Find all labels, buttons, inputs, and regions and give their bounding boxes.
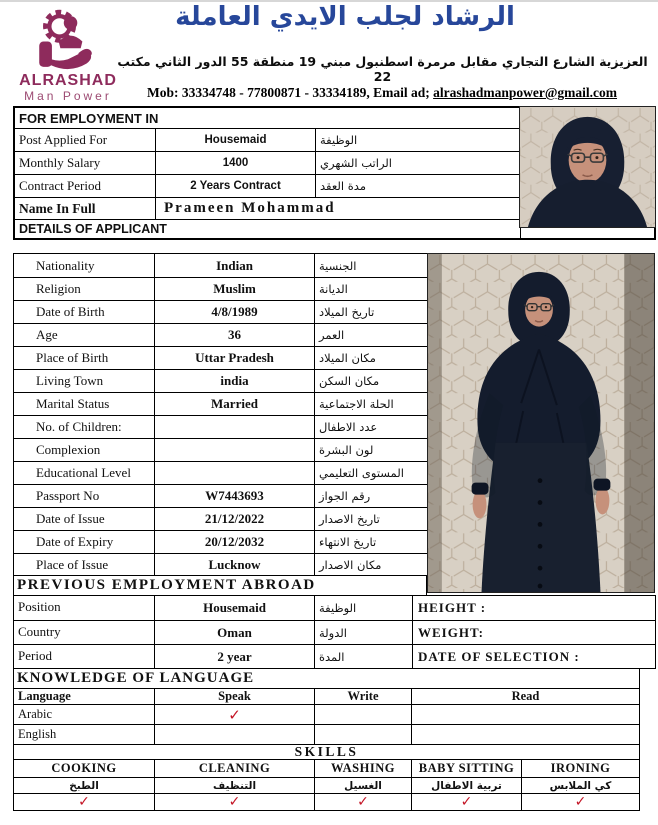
field-label-ar: الدولة <box>314 621 412 644</box>
table-row <box>14 415 436 438</box>
applicant-photo-full-length <box>427 253 655 593</box>
table-row <box>15 174 520 197</box>
field-value: Housemaid <box>154 596 314 620</box>
language-header-row <box>14 689 639 704</box>
field-label-ar: مكان السكن <box>314 370 436 392</box>
table-row <box>14 369 436 392</box>
contact-line <box>108 85 656 101</box>
column-header: Language <box>18 689 71 703</box>
skill-name-ar: الطبخ <box>69 779 99 792</box>
column-header: Read <box>411 689 639 704</box>
field-label-ar: مكان الاصدار <box>314 554 436 576</box>
previous-employment-rows <box>14 596 412 668</box>
field-value: 2 Years Contract <box>155 175 315 197</box>
field-label: Post Applied For <box>19 132 108 147</box>
check-mark: ✓ <box>521 794 639 810</box>
section-title-employment: FOR EMPLOYMENT IN <box>19 110 159 126</box>
skill-name: CLEANING <box>154 760 314 777</box>
table-row <box>14 300 436 323</box>
manpower-logo-icon <box>24 6 112 72</box>
check-cell <box>314 705 411 724</box>
field-value <box>154 416 314 438</box>
field-value: Lucknow <box>154 554 314 576</box>
employment-rows <box>15 128 520 197</box>
field-value <box>154 439 314 461</box>
field-label-ar: الحلة الاجتماعية <box>314 393 436 415</box>
table-row <box>14 346 436 369</box>
skill-name: BABY SITTING <box>411 760 521 777</box>
contact-phones: Mob: 33334748 - 77800871 - 33334189, Email ad; <box>146 85 434 100</box>
field-label: Contract Period <box>19 178 101 193</box>
field-label-ar: الوظيفة <box>315 129 520 151</box>
table-row <box>14 644 412 668</box>
check-mark: ✓ <box>411 794 521 810</box>
field-label: No. of Children: <box>36 419 122 434</box>
field-label-ar: الراتب الشهري <box>315 152 520 174</box>
table-row <box>15 151 520 174</box>
field-value: Indian <box>154 254 314 277</box>
skills-table <box>13 759 640 811</box>
table-row <box>14 507 436 530</box>
table-row <box>14 620 412 644</box>
field-label: Nationality <box>36 257 95 273</box>
field-label-ar: مدة العقد <box>315 175 520 197</box>
field-label-ar: لون البشرة <box>314 439 436 461</box>
skill-name: COOKING <box>51 761 117 775</box>
field-label: Name In Full <box>19 200 96 216</box>
field-label: Age <box>36 327 58 342</box>
field-value <box>154 462 314 484</box>
field-label-ar: عدد الاطفال <box>314 416 436 438</box>
table-row <box>14 530 436 553</box>
field-label-ar: المستوى التعليمي <box>314 462 436 484</box>
skill-checks-row <box>14 793 639 810</box>
section-title-skills: SKILLS <box>13 744 640 760</box>
section-title-language: KNOWLEDGE OF LANGUAGE <box>13 668 640 689</box>
company-address: العزيزية الشارع التجاري مقابل مرمرة اسطنبول مبني 19 منطقة 55 الدور الثاني مكتب 22 <box>117 54 648 84</box>
table-row <box>14 277 436 300</box>
table-row <box>15 128 520 151</box>
check-cell <box>411 725 639 744</box>
language-row <box>14 704 639 724</box>
field-value: Uttar Pradesh <box>154 347 314 369</box>
table-row <box>14 461 436 484</box>
column-header: Speak <box>154 689 314 704</box>
table-row <box>14 596 412 620</box>
logo-name: ALRASHAD <box>19 72 117 89</box>
table-row <box>14 484 436 507</box>
details-rows <box>14 254 436 576</box>
check-mark: ✓ <box>78 794 90 810</box>
field-value: W7443693 <box>154 485 314 507</box>
language-row <box>14 724 639 744</box>
field-label: Country <box>18 623 61 639</box>
logo-subtitle: Man Power <box>24 89 112 103</box>
physical-details-box <box>412 595 656 669</box>
field-value: 20/12/2032 <box>154 531 314 553</box>
field-label: Place of Birth <box>36 350 109 365</box>
field-label-ar: رقم الجواز <box>314 485 436 507</box>
check-cell <box>154 725 314 744</box>
skill-names-ar-row <box>14 777 639 793</box>
field-label-ar: تاريخ الميلاد <box>314 301 436 323</box>
field-label: Complexion <box>36 442 101 457</box>
field-value: 36 <box>154 324 314 346</box>
language-table <box>13 688 640 745</box>
field-value: Prameen Mohammad <box>155 198 520 219</box>
table-row <box>14 438 436 461</box>
section-title-previous-employment: PREVIOUS EMPLOYMENT ABROAD <box>13 575 427 596</box>
name-row <box>15 197 520 219</box>
field-label-ar: الوظيفة <box>314 596 412 620</box>
field-label: Monthly Salary <box>19 155 101 170</box>
section-title-details: DETAILS OF APPLICANT <box>15 219 520 238</box>
field-label: Living Town <box>36 373 104 388</box>
details-section <box>13 253 437 577</box>
field-label-ar: العمر <box>314 324 436 346</box>
field-value: 1400 <box>155 152 315 174</box>
field-label-ar: تاريخ الاصدار <box>314 508 436 530</box>
table-row <box>14 323 436 346</box>
skill-name-ar: تربية الاطفال <box>411 778 521 793</box>
skill-name: IRONING <box>521 760 639 777</box>
physical-row: DATE OF SELECTION : <box>413 644 655 668</box>
table-row <box>14 553 436 576</box>
field-value: Married <box>154 393 314 415</box>
check-cell: ✓ <box>154 705 314 724</box>
field-label: Religion <box>36 281 81 296</box>
field-label: Place of Issue <box>36 557 109 572</box>
table-row <box>14 392 436 415</box>
check-cell <box>314 725 411 744</box>
email-link[interactable]: alrashadmanpower@gmail.com <box>433 85 618 100</box>
field-label-ar: مكان الميلاد <box>314 347 436 369</box>
page-title: الرشاد لجلب الايدي العاملة <box>175 2 515 32</box>
skill-names-row <box>14 760 639 777</box>
field-value: Housemaid <box>155 129 315 151</box>
field-label: Date of Expiry <box>36 534 114 549</box>
field-label: Passport No <box>36 488 100 503</box>
field-value: Oman <box>154 621 314 644</box>
field-value: 4/8/1989 <box>154 301 314 323</box>
field-value: india <box>154 370 314 392</box>
column-header: Write <box>314 689 411 704</box>
field-value: Muslim <box>154 278 314 300</box>
field-label-ar: المدة <box>314 645 412 668</box>
field-value: 21/12/2022 <box>154 508 314 530</box>
field-label: Date of Issue <box>36 511 105 526</box>
check-mark: ✓ <box>314 794 411 810</box>
field-label-ar: الجنسية <box>314 254 436 277</box>
skill-name-ar: التنظيف <box>154 778 314 793</box>
field-label: Marital Status <box>36 396 110 411</box>
skill-name-ar: الغسيل <box>314 778 411 793</box>
physical-row: WEIGHT: <box>413 620 655 644</box>
field-label-ar: تاريخ الانتهاء <box>314 531 436 553</box>
check-cell <box>411 705 639 724</box>
table-row <box>14 254 436 277</box>
field-label: Educational Level <box>36 465 131 480</box>
field-label-ar: الديانة <box>314 278 436 300</box>
previous-employment-table <box>13 595 413 669</box>
skill-name: WASHING <box>314 760 411 777</box>
employment-table <box>15 108 521 238</box>
applicant-photo-headshot <box>519 106 656 228</box>
field-label: Position <box>18 599 61 614</box>
skill-name-ar: كي الملابس <box>521 778 639 793</box>
field-value: 2 year <box>154 645 314 668</box>
physical-row: HEIGHT : <box>418 600 487 615</box>
check-mark: ✓ <box>154 794 314 810</box>
field-label: Period <box>18 647 52 663</box>
field-label: Date of Birth <box>36 304 105 319</box>
language-name: English <box>18 727 57 741</box>
language-name: Arabic <box>18 707 53 721</box>
